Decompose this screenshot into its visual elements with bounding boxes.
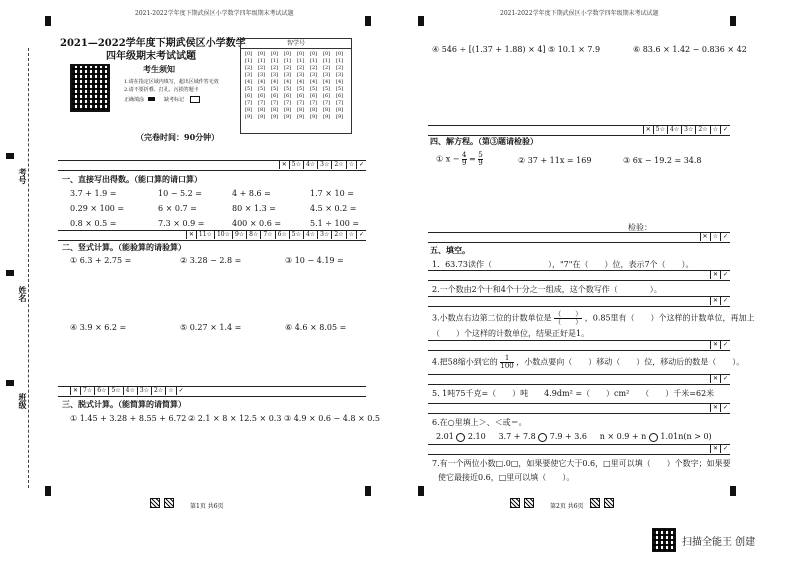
- score-cell[interactable]: 3☆: [681, 125, 695, 134]
- fraction: [462, 152, 466, 167]
- side-mark: [6, 270, 14, 276]
- eq1: [436, 152, 483, 167]
- q6-item: 2.01: [436, 432, 454, 441]
- compare-circle[interactable]: [538, 433, 547, 442]
- score-cell[interactable]: ☆: [346, 160, 356, 169]
- score-cell[interactable]: 2☆: [331, 160, 345, 169]
- corner-mark: [418, 486, 424, 496]
- s1-item: 400 × 0.6 =: [232, 219, 282, 228]
- corner-mark: [730, 486, 736, 496]
- score-cell[interactable]: ✕: [710, 374, 720, 383]
- score-cell[interactable]: 7☆: [260, 230, 274, 239]
- s2-item: ⑤ 0.27 × 1.4 =: [180, 323, 242, 332]
- exam-subtitle: 四年级期末考试试题: [106, 51, 196, 62]
- q4: [432, 355, 744, 370]
- page-mark-icon: [164, 498, 174, 508]
- s3-item: ③ 4.9 × 0.6 − 4.8 × 0.5: [284, 414, 380, 423]
- score-bar: [428, 232, 730, 243]
- s1-item: 4.5 × 0.2 =: [310, 204, 357, 213]
- score-cell[interactable]: 5☆: [653, 125, 667, 134]
- grid-col: [0] [1] [2] [3] [4] [5] [6] [7] [8] [9]: [336, 51, 344, 120]
- notice-title: 考生须知: [143, 64, 175, 74]
- numerator: 4: [462, 151, 467, 159]
- score-cell[interactable]: ✓: [720, 403, 730, 412]
- score-cell[interactable]: 8☆: [246, 230, 260, 239]
- q5: 5. 1吨75千克=（ ）吨 4.9dm² =（ ）cm² （ ）千米=62米: [432, 389, 715, 398]
- q4-text: 4.把58缩小到它的: [432, 357, 498, 367]
- exam-time: （完卷时间：90分钟）: [136, 132, 220, 142]
- score-bar: [58, 160, 366, 171]
- section3-title: 三、脱式计算。（能简算的请简算）: [62, 399, 186, 409]
- score-cell[interactable]: 5☆: [289, 230, 303, 239]
- grid-col: [0] [1] [2] [3] [4] [5] [6] [7] [8] [9]: [271, 51, 279, 120]
- score-cell[interactable]: ✕: [710, 296, 720, 305]
- score-cell[interactable]: ✕: [710, 340, 720, 349]
- section1-title: 一、直接写出得数。（能口算的请口算）: [62, 174, 202, 184]
- eq2: ② 37 + 11x = 169: [518, 156, 592, 165]
- score-cells[interactable]: [710, 374, 730, 383]
- corner-mark: [365, 486, 371, 496]
- s2-item: ④ 3.9 × 6.2 =: [70, 323, 127, 332]
- page-mark-icon: [524, 498, 534, 508]
- score-cells[interactable]: [700, 232, 730, 241]
- score-bar: [428, 374, 730, 385]
- corner-mark: [418, 16, 424, 26]
- score-cells[interactable]: [710, 444, 730, 453]
- score-cell[interactable]: 4☆: [303, 160, 317, 169]
- s1-item: 3.7 + 1.9 =: [70, 189, 117, 198]
- score-cells[interactable]: [710, 340, 730, 349]
- score-cell[interactable]: ✕: [643, 125, 653, 134]
- score-cell[interactable]: ☆: [710, 125, 720, 134]
- notice-fill-label: 正确填涂: [124, 97, 145, 103]
- absent-box[interactable]: [190, 96, 200, 103]
- q7-line2: 使它最接近0.6，□里可以填（ ）。: [438, 473, 575, 482]
- score-cell[interactable]: 4☆: [123, 386, 137, 395]
- page-mark-icon: [604, 498, 614, 508]
- side-label-id: 考号: [18, 168, 28, 184]
- score-cell[interactable]: 3☆: [137, 386, 151, 395]
- s3-item: ② 2.1 × 8 × 12.5 × 0.3: [188, 414, 282, 423]
- q6-row: [436, 432, 712, 442]
- check-label: 检验：: [628, 223, 652, 232]
- score-bar: [428, 270, 730, 281]
- score-bar: [428, 125, 730, 136]
- denominator: 9: [478, 159, 483, 167]
- q7-line1: 7.有一个两位小数□.0□，如果要使它大于0.6，□里可以填（ ）个数字；如果要: [432, 459, 731, 468]
- right-page: [418, 8, 755, 510]
- numerator: 1: [500, 355, 513, 363]
- score-bar: [428, 340, 730, 351]
- score-cell[interactable]: 4☆: [303, 230, 317, 239]
- score-cell[interactable]: ✕: [70, 386, 80, 395]
- side-label-class: 班级: [18, 393, 28, 409]
- r1-item: ④ 546 ÷ [(1.37 + 1.88) × 4]: [432, 45, 546, 54]
- page-header: 2021-2022学年度下期武侯区小学数学四年级期末考试试题: [500, 10, 659, 17]
- corner-mark: [45, 16, 51, 26]
- score-bar: [58, 386, 366, 397]
- grid-title: 智学号: [241, 39, 351, 49]
- watermark-text: 扫描全能王 创建: [682, 537, 756, 548]
- qr-code-icon: [70, 64, 110, 112]
- score-bar: [428, 296, 730, 307]
- score-cell[interactable]: ☆: [346, 230, 356, 239]
- r1-item: ⑤ 10.1 × 7.9: [548, 45, 601, 54]
- section4-title: 四、解方程。（第③题请检验）: [430, 136, 538, 146]
- score-cell[interactable]: 3☆: [317, 160, 331, 169]
- score-cell[interactable]: 6☆: [275, 230, 289, 239]
- corner-mark: [365, 16, 371, 26]
- score-cell[interactable]: 5☆: [108, 386, 122, 395]
- s1-item: 80 × 1.3 =: [232, 204, 276, 213]
- s1-item: 5.1 ÷ 100 =: [310, 219, 360, 228]
- corner-mark: [730, 16, 736, 26]
- student-id-grid[interactable]: [240, 38, 352, 134]
- equals: =: [469, 154, 476, 164]
- s2-item: ③ 10 − 4.19 =: [285, 256, 344, 265]
- s1-item: 4 + 8.6 =: [232, 189, 271, 198]
- s1-item: 0.8 × 0.5 =: [70, 219, 117, 228]
- s3-item: ① 1.45 + 3.28 + 8.55 + 6.72: [70, 414, 187, 423]
- score-cell[interactable]: ✕: [710, 403, 720, 412]
- s1-item: 1.7 × 10 =: [310, 189, 354, 198]
- corner-mark: [45, 486, 51, 496]
- page-header: 2021-2022学年度下期武侯区小学数学四年级期末考试试题: [135, 10, 294, 17]
- grid-col: [0] [1] [2] [3] [4] [5] [6] [7] [8] [9]: [323, 51, 331, 120]
- grid-col: [0] [1] [2] [3] [4] [5] [6] [7] [8] [9]: [258, 51, 266, 120]
- eq3: ③ 6x − 19.2 = 34.8: [623, 156, 702, 165]
- q6-item: 7.9 + 3.6: [549, 432, 587, 441]
- score-cell[interactable]: ✓: [720, 232, 730, 241]
- score-cell[interactable]: ✓: [720, 270, 730, 279]
- eq1-lhs: ① x −: [436, 154, 460, 164]
- denominator: 100: [500, 362, 514, 370]
- q6-item: 1.01n(n > 0): [660, 432, 712, 441]
- q3-line2: （ ）个这样的计数单位，结果正好是1。: [432, 329, 590, 338]
- section2-title: 二、竖式计算。（能验算的请验算）: [62, 242, 186, 252]
- score-cell[interactable]: ✓: [720, 444, 730, 453]
- score-cell[interactable]: ✓: [720, 374, 730, 383]
- score-cell[interactable]: 5☆: [289, 160, 303, 169]
- left-page: [18, 8, 380, 510]
- score-cell[interactable]: ✕: [710, 444, 720, 453]
- score-cell[interactable]: ✕: [700, 232, 710, 241]
- q3-text: 3.小数点右边第二位的计数单位是: [432, 313, 552, 323]
- score-cell[interactable]: ✓: [356, 230, 366, 239]
- score-cell[interactable]: 2☆: [151, 386, 165, 395]
- page-mark-icon: [590, 498, 600, 508]
- score-cell[interactable]: 4☆: [667, 125, 681, 134]
- notice-line: 1.请在指定区域内填写，超出区域作答无效: [124, 79, 219, 85]
- page-mark-icon: [150, 498, 160, 508]
- notice-absent-label: 缺考标记: [164, 97, 185, 103]
- score-cells[interactable]: [279, 160, 366, 169]
- score-cells[interactable]: [186, 230, 366, 239]
- score-cell[interactable]: 3☆: [317, 230, 331, 239]
- s1-item: 0.29 × 100 =: [70, 204, 125, 213]
- score-bar: [428, 403, 730, 414]
- score-cell[interactable]: ✓: [356, 160, 366, 169]
- notice-line: 2.请不要折叠、打孔、污损答题卡: [124, 87, 199, 93]
- grid-col: [0] [1] [2] [3] [4] [5] [6] [7] [8] [9]: [245, 51, 253, 120]
- q6-item: 2.10: [467, 432, 486, 441]
- score-cells[interactable]: [710, 296, 730, 305]
- score-cell[interactable]: 11☆: [196, 230, 214, 239]
- score-cell[interactable]: ☆: [710, 232, 720, 241]
- q2: 2.一个数由2个十和4个十分之一组成，这个数写作（ ）。: [432, 285, 662, 294]
- q6-item: n × 0.9 + n: [599, 432, 647, 441]
- fill-sample-icon: [148, 97, 155, 101]
- side-label-name: 姓名: [18, 286, 28, 302]
- exam-title: 2021—2022学年度下期武侯区小学数学: [60, 38, 246, 49]
- q6-item: 3.7 + 7.8: [498, 432, 536, 441]
- binding-line: [28, 48, 29, 488]
- grid-col: [0] [1] [2] [3] [4] [5] [6] [7] [8] [9]: [297, 51, 305, 120]
- page-footer: 第1页 共6页: [190, 503, 224, 510]
- score-cell[interactable]: ✕: [186, 230, 196, 239]
- s2-item: ⑥ 4.6 × 8.05 =: [285, 323, 347, 332]
- score-cell[interactable]: ✕: [710, 270, 720, 279]
- score-bar: [428, 444, 730, 455]
- r1-item: ⑥ 83.6 × 1.42 − 0.836 × 42: [633, 45, 747, 54]
- score-cells[interactable]: [710, 403, 730, 412]
- q3-text: ，0.85里有（ ）个这样的计数单位，再加上: [584, 313, 755, 323]
- denominator: 9: [462, 159, 467, 167]
- compare-circle[interactable]: [649, 433, 658, 442]
- s2-item: ② 3.28 − 2.8 =: [180, 256, 242, 265]
- side-mark: [6, 153, 14, 159]
- grid-col: [0] [1] [2] [3] [4] [5] [6] [7] [8] [9]: [310, 51, 318, 120]
- score-cell[interactable]: 2☆: [331, 230, 345, 239]
- q1: 1．63.73读作（ ），"7"在（ ）位，表示7个（ ）。: [432, 260, 694, 269]
- score-cells[interactable]: [643, 125, 730, 134]
- score-cells[interactable]: [710, 270, 730, 279]
- score-cell[interactable]: ✓: [176, 386, 186, 395]
- score-cell[interactable]: ✕: [279, 160, 289, 169]
- score-cell[interactable]: 6☆: [94, 386, 108, 395]
- grid-col: [0] [1] [2] [3] [4] [5] [6] [7] [8] [9]: [284, 51, 292, 120]
- side-mark: [6, 380, 14, 386]
- score-cell[interactable]: ☆: [165, 386, 175, 395]
- q4-text: ，小数点要向（ ）移动（ ）位，移动后的数是（ ）。: [516, 357, 745, 367]
- score-cell[interactable]: 7☆: [80, 386, 94, 395]
- s2-item: ① 6.3 + 2.75 =: [70, 256, 132, 265]
- section5-title: 五、填空。: [430, 245, 470, 255]
- numerator: 5: [478, 151, 483, 159]
- q6: 6.在○里填上＞、＜或＝。: [432, 418, 527, 427]
- page-footer: 第2页 共6页: [550, 503, 584, 510]
- blank-fraction[interactable]: $\frac{( )}{( )}$: [554, 310, 583, 326]
- score-bar: [58, 230, 366, 241]
- s1-item: 6 × 0.7 =: [158, 204, 197, 213]
- score-cell[interactable]: 9☆: [232, 230, 246, 239]
- s1-item: 7.3 × 0.9 =: [158, 219, 205, 228]
- fraction: [500, 355, 513, 370]
- score-cell[interactable]: ✓: [720, 340, 730, 349]
- score-cell[interactable]: ✓: [720, 296, 730, 305]
- page-mark-icon: [510, 498, 520, 508]
- score-cell[interactable]: ✓: [720, 125, 730, 134]
- fraction: [478, 152, 482, 167]
- score-cell[interactable]: 10☆: [214, 230, 232, 239]
- watermark-qr-icon: [652, 528, 676, 552]
- score-cell[interactable]: 2☆: [695, 125, 709, 134]
- score-cells[interactable]: [70, 386, 186, 395]
- q3-line1: [432, 311, 755, 326]
- s1-item: 10 − 5.2 =: [158, 189, 202, 198]
- compare-circle[interactable]: [456, 433, 465, 442]
